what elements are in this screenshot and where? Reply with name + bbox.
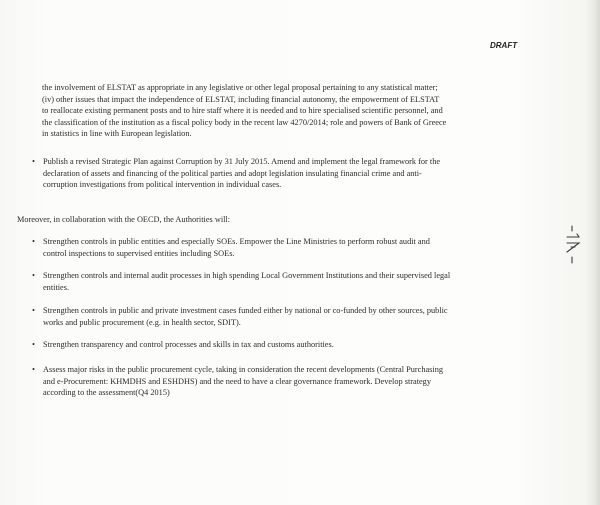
bullet-line: Strengthen controls and internal audit processes in high spending Local Government Institutions and their supervised legal xyxy=(43,271,451,280)
bullet-text xyxy=(43,364,548,399)
bullet-line: entities. xyxy=(43,282,70,292)
continuation-line: the involvement of ELSTAT as appropriate in any legislative or other legal proposal pertaining to any statistical matter; xyxy=(42,83,438,92)
continuation-line: in statistics in line with European legislation. xyxy=(42,129,192,139)
bullet-line: Assess major risks in the public procurement cycle, taking in consideration the recent developments (Central Purchasing xyxy=(43,365,443,374)
continuation-line: the classification of the institution as a fiscal policy body in the recent law 4270/2014; role and powers of Bank of Greece xyxy=(42,117,447,127)
bullet-marker: • xyxy=(32,156,35,166)
bullet-text xyxy=(43,270,548,293)
continuation-line: (iv) other issues that impact the independence of ELSTAT, including financial autonomy, the empowerment of ELSTAT xyxy=(42,94,440,104)
oecd-intro-text: Moreover, in collaboration with the OECD, the Authorities will: xyxy=(17,215,231,224)
bullet-line: Strengthen transparency and control processes and skills in tax and customs authorities. xyxy=(43,340,334,349)
bullet-line: works and public procurement (e.g. in health sector, SDIT). xyxy=(43,317,241,327)
handwritten-page-number xyxy=(558,223,588,271)
page-edge-shadow xyxy=(586,0,600,505)
bullet-marker: • xyxy=(32,339,35,349)
bullet-marker: • xyxy=(32,305,35,315)
bullet-line: corruption investigations from political intervention in individual cases. xyxy=(43,180,282,190)
bullet-text xyxy=(43,156,548,191)
bullet-marker: • xyxy=(32,364,35,374)
bullet-line: according to the assessment(Q4 2015) xyxy=(43,388,170,398)
bullet-line: Strengthen controls in public and private investment cases funded either by national or co-funded by other sources, public xyxy=(43,306,448,315)
draft-label: DRAFT xyxy=(490,41,518,50)
continuation-paragraph xyxy=(42,82,547,140)
bullet-line: Publish a revised Strategic Plan against Corruption by 31 July 2015. Amend and implement the legal framework for the xyxy=(43,157,441,166)
bullet-line: and e-Procurement: KHMDHS and ESHDHS) and the need to have a clear governance framework. Develop strategy xyxy=(43,376,431,386)
bullet-text xyxy=(43,236,548,259)
bullet-line: control inspections to supervised entities including SOEs. xyxy=(43,248,235,258)
bullet-text xyxy=(43,305,548,328)
bullet-text xyxy=(43,339,548,351)
bullet-marker: • xyxy=(32,236,35,246)
bullet-marker: • xyxy=(32,270,35,280)
bullet-line: declaration of assets and financing of the political parties and adopt legislation insulating financial crime and anti- xyxy=(43,168,422,178)
bullet-line: Strengthen controls in public entities and especially SOEs. Empower the Line Ministries to perform robust audit and xyxy=(43,237,430,246)
continuation-line: to reallocate existing permanent posts and to hire staff where it is needed and to hire specialised scientific personnel, and xyxy=(42,106,443,116)
